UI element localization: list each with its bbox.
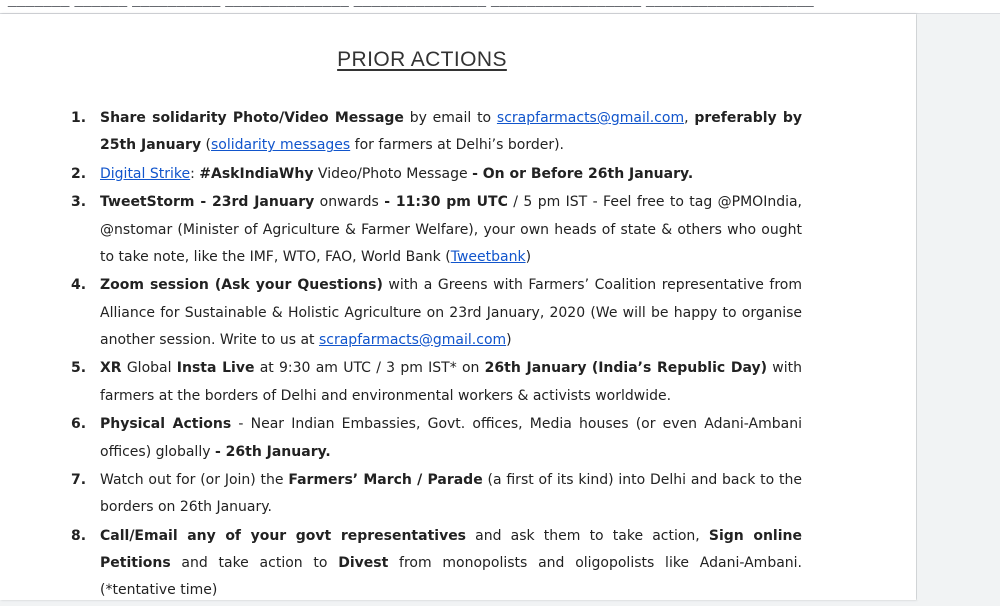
item-bold-text: - On or Before 26th January. [472,165,694,182]
item-text: ) [506,331,512,348]
item-text: , [684,110,695,126]
item-text: and take action to [170,555,339,572]
action-item-3 [66,189,802,271]
action-item-8 [66,523,802,605]
item-text: for farmers at Delhi’s border). [350,137,565,154]
item-text: - Near Indian Embassies, Govt. offices, Media houses (or even Adani-Ambani offices) globally [100,416,802,460]
item-bold-text: 26th January [484,360,587,377]
item-link[interactable]: scrapfarmacts@gmail.com [318,331,507,348]
action-item-7 [66,467,802,522]
item-bold-text: Physical Actions [100,416,232,433]
item-bold-text: Share solidarity Photo/Video Message [100,110,404,126]
item-text: onwards [314,194,385,211]
item-bold-text: Sign online Petitions [100,527,802,572]
item-number: 7. [71,471,87,488]
item-text: Watch out for (or Join) the [100,471,289,488]
item-number: 6. [71,416,87,433]
item-link[interactable]: Digital Strike [100,165,191,182]
item-bold-text: - 26th January. [214,443,331,460]
item-bold-text: #AskIndiaWhy [199,165,314,182]
item-number: 5. [71,360,87,377]
action-item-2 [66,161,802,188]
item-number: 2. [71,165,87,182]
page-title: PRIOR ACTIONS [337,48,507,71]
item-link[interactable]: Tweetbank [450,248,526,265]
item-text: and ask them to take action, [466,527,709,544]
item-text: with a Greens with Farmers’ Coalition representative from Alliance for Sustainable & Holistic Agriculture on 23rd January, 2020 (We will be happy to organise another session. Write to us at [100,277,802,348]
item-bold-text: Divest [338,555,389,572]
item-number: 3. [71,194,87,211]
item-text: Video/Photo Message [313,165,473,182]
action-item-5 [66,355,802,410]
item-text: by email to [403,110,497,126]
item-bold-text: TweetStorm - 23rd January [100,194,315,211]
item-link[interactable]: solidarity messages [211,137,351,154]
item-bold-text: Zoom session (Ask your Questions) [100,277,383,294]
action-item-1 [66,105,802,160]
action-item-6 [66,411,802,466]
item-text: Global [121,360,177,377]
item-text: from monopolists and oligopolists like Adani-Ambani. (*tentative time) [100,555,803,599]
item-text: : [190,165,200,182]
action-item-4 [66,272,802,354]
item-text: with farmers at the borders of Delhi and environmental workers & activists worldwide. [100,360,802,404]
previous-page-strip [0,0,1000,14]
item-text: ) [525,248,532,265]
item-bold-text: Call/Email any of your govt representatives [100,527,467,544]
item-bold-text: Farmers’ March / Parade [288,471,483,488]
item-bold-text: (India’s Republic Day) [591,360,768,377]
item-number: 1. [71,110,87,126]
item-number: 8. [71,527,87,544]
item-bold-text: - 11:30 pm UTC [384,194,508,211]
document-page[interactable] [0,14,916,600]
actions-list [66,105,802,606]
item-bold-text: XR [100,360,122,377]
item-text: ( [201,137,212,154]
item-bold-text: Insta Live [176,360,255,377]
editor-gutter [917,14,1000,600]
item-link[interactable]: scrapfarmacts@gmail.com [496,110,685,126]
item-text: (a first of its kind) into Delhi and back to the borders on 26th January. [100,471,802,516]
previous-page-text [8,0,814,8]
item-text: / 5 pm IST - Feel free to tag @PMOIndia, @nstomar (Minister of Agriculture & Farmer Welfare), your own heads of state & others who ought to take note, like the IMF, WTO, FAO, World Bank ( [100,194,803,265]
item-bold-text: preferably by 25th January [100,110,803,154]
item-text: at 9:30 am UTC / 3 pm IST* on [254,360,485,377]
item-number: 4. [71,277,87,294]
